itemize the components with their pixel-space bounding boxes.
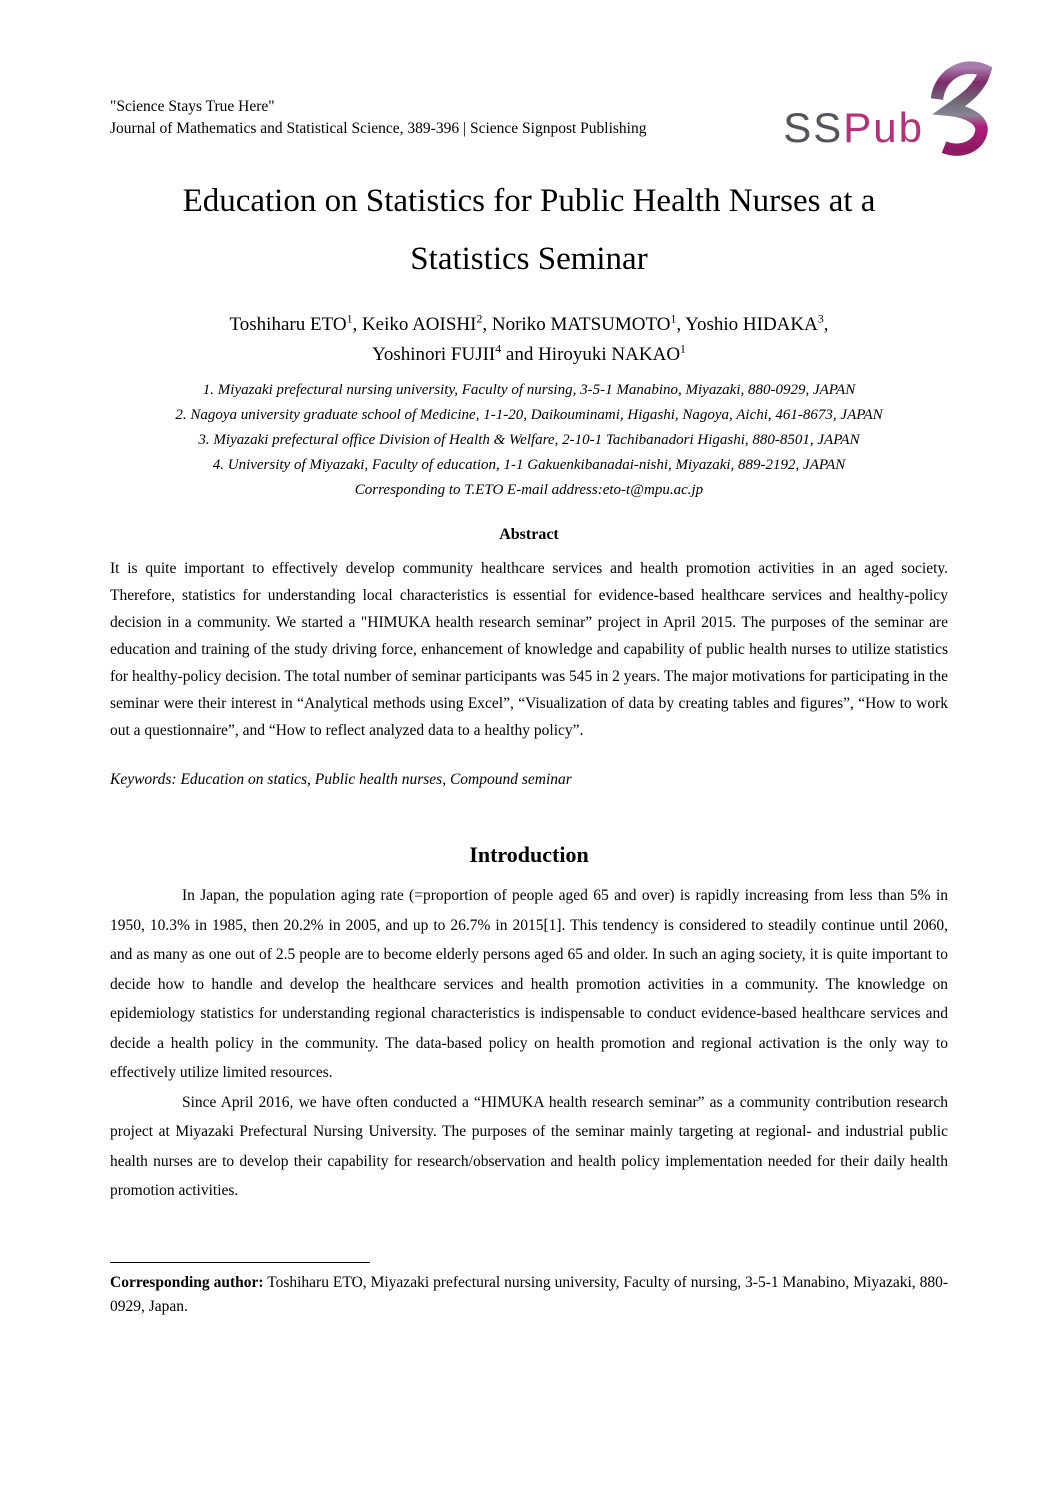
article-body	[110, 0, 948, 1206]
affiliations-block	[110, 378, 948, 503]
footnote-separator	[110, 1262, 370, 1263]
abstract-heading: Abstract	[499, 526, 559, 543]
journal-citation-line: Journal of Mathematics and Statistical Science, 389-396 | Science Signpost Publishing	[110, 120, 647, 137]
author-separator: ,	[482, 314, 492, 335]
title-line-2: Statistics Seminar	[410, 241, 648, 277]
introduction-paragraph-2: Since April 2016, we have often conducted a “HIMUKA health research seminar” as a community contribution research project at Miyazaki Prefectural Nursing University. The purposes of the seminar mainly targeting at regional- and industrial public health nurses are to develop their capability for research/observation and health policy implementation needed for their daily health promotion activities.	[110, 1093, 948, 1199]
author-separator: ,	[676, 314, 686, 335]
footnote-body: Toshiharu ETO, Miyazaki prefectural nursing university, Faculty of nursing, 3-5-1 Manabino, Miyazaki, 880-0929, Japan.	[110, 1274, 948, 1315]
author-affil-sup: 3	[817, 312, 824, 326]
journal-tagline: "Science Stays True Here"	[110, 98, 275, 115]
author-affil-sup: 4	[495, 342, 502, 356]
abstract-text: It is quite important to effectively develop community healthcare services and health promotion activities in an aged society. Therefore, statistics for understanding local characteristics is essential for evidence-based healthcare services and healthy-policy decision in a community. We started a "HIMUKA health research seminar” project in April 2015. The purposes of the seminar are education and training of the study driving force, enhancement of knowledge and capability of public health nurses to utilize statistics for healthy-policy decision. The total number of seminar participants was 545 in 2 years. The major motivations for participating in the seminar were their interest in “Analytical methods using Excel”, “Visualization of data by creating tables and figures”, “How to work out a questionnaire”, and “How to reflect analyzed data to a healthy policy”.	[110, 560, 948, 739]
introduction-heading: Introduction	[469, 842, 589, 867]
affiliation-2: 2. Nagoya university graduate school of Medicine, 1-1-20, Daikouminami, Higashi, Nagoya, Aichi, 461-8673, JAPAN	[175, 407, 883, 423]
author-affil-sup: 1	[346, 312, 353, 326]
footnote-block	[110, 1262, 948, 1319]
authors-line-1	[110, 310, 948, 340]
author-separator: ,	[352, 314, 362, 335]
introduction-paragraph-1: In Japan, the population aging rate (=proportion of people aged 65 and over) is rapidly increasing from less than 5% in 1950, 10.3% in 1985, then 20.2% in 2005, and up to 26.7% in 2015[1]. This tendency is considered to steadily continue until 2060, and as many as one out of 2.5 people are to become elderly persons aged 65 and older. In such an aging society, it is quite important to decide how to handle and develop the healthcare services and health promotion activities in a community. The knowledge on epidemiology statistics for understanding regional characteristics is indispensable to conduct evidence-based healthcare services and decide a health policy in the community. The data-based policy on health promotion and regional activation is the only way to effectively utilize limited resources.	[110, 887, 948, 1081]
keywords-line: Keywords: Education on statics, Public health nurses, Compound seminar	[110, 771, 572, 788]
author-name: Hiroyuki NAKAO	[538, 344, 681, 365]
logo-pub-text: Pub	[843, 104, 924, 151]
author-separator: ,	[823, 314, 829, 335]
author-affil-sup: 2	[476, 312, 483, 326]
title-line-1: Education on Statistics for Public Health Nurses at a	[182, 183, 876, 219]
affiliation-1: 1. Miyazaki prefectural nursing university, Faculty of nursing, 3-5-1 Manabino, Miyazaki, 880-0929, JAPAN	[202, 382, 856, 398]
page-title	[110, 172, 948, 288]
author-separator: and	[501, 344, 539, 365]
author-name: Yoshio HIDAKA	[685, 314, 818, 335]
author-name: Keiko AOISHI	[361, 314, 477, 335]
affiliation-4: 4. University of Miyazaki, Faculty of education, 1-1 Gakuenkibanadai-nishi, Miyazaki, 889-2192, JAPAN	[212, 457, 846, 473]
author-affil-sup: 1	[670, 312, 677, 326]
logo-ss-text: SS	[783, 104, 844, 151]
affiliation-3: 3. Miyazaki prefectural office Division of Health & Welfare, 2-10-1 Tachibanadori Higashi, 880-8501, JAPAN	[198, 432, 860, 448]
author-name: Noriko MATSUMOTO	[491, 314, 671, 335]
footnote-label: Corresponding author:	[110, 1274, 264, 1291]
author-name: Yoshinori FUJII	[372, 344, 496, 365]
author-affil-sup: 1	[680, 342, 686, 356]
authors-line-2	[110, 340, 948, 370]
author-name: Toshiharu ETO	[229, 314, 347, 335]
corresponding-email-line: Corresponding to T.ETO E-mail address:eto-t@mpu.ac.jp	[354, 482, 704, 498]
authors-block	[110, 310, 948, 370]
corresponding-author-footnote	[110, 1271, 948, 1319]
